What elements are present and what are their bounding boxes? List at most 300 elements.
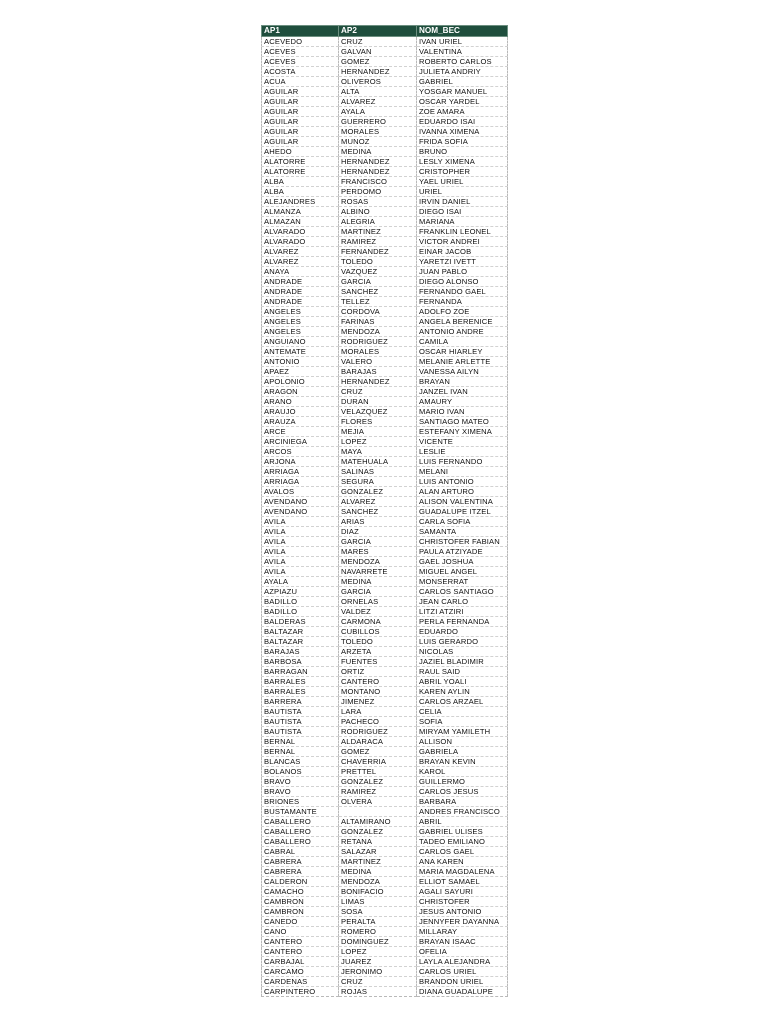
cell-ap1[interactable]: BERNAL	[262, 737, 339, 747]
cell-ap2[interactable]: ARIAS	[339, 517, 417, 527]
cell-ap2[interactable]: MUNOZ	[339, 137, 417, 147]
cell-ap2[interactable]: DIAZ	[339, 527, 417, 537]
cell-ap1[interactable]: ANDRADE	[262, 297, 339, 307]
cell-nom-bec[interactable]: RAUL SAID	[417, 667, 508, 677]
cell-nom-bec[interactable]: MELANI	[417, 467, 508, 477]
cell-ap2[interactable]: MEDINA	[339, 577, 417, 587]
cell-ap1[interactable]: CANTERO	[262, 937, 339, 947]
cell-ap1[interactable]: CANEDO	[262, 917, 339, 927]
cell-ap1[interactable]: AVALOS	[262, 487, 339, 497]
cell-ap1[interactable]: AGUILAR	[262, 127, 339, 137]
cell-ap2[interactable]: MENDOZA	[339, 877, 417, 887]
cell-ap2[interactable]: ALDARACA	[339, 737, 417, 747]
cell-nom-bec[interactable]: FRIDA SOFIA	[417, 137, 508, 147]
cell-ap2[interactable]: MORALES	[339, 127, 417, 137]
cell-ap1[interactable]: BALTAZAR	[262, 637, 339, 647]
cell-ap1[interactable]: CABALLERO	[262, 817, 339, 827]
cell-ap1[interactable]: CAMBRON	[262, 907, 339, 917]
cell-nom-bec[interactable]: EDUARDO ISAI	[417, 117, 508, 127]
cell-ap1[interactable]: CANTERO	[262, 947, 339, 957]
cell-ap2[interactable]: HERNANDEZ	[339, 157, 417, 167]
cell-ap2[interactable]: ROSAS	[339, 197, 417, 207]
cell-nom-bec[interactable]: BRAYAN ISAAC	[417, 937, 508, 947]
cell-ap1[interactable]: BRAVO	[262, 787, 339, 797]
cell-nom-bec[interactable]: MILLARAY	[417, 927, 508, 937]
cell-ap2[interactable]: MONTANO	[339, 687, 417, 697]
table-row	[262, 237, 508, 247]
cell-ap1[interactable]: ARAUJO	[262, 407, 339, 417]
cell-ap1[interactable]: BRIONES	[262, 797, 339, 807]
cell-nom-bec[interactable]: SOFIA	[417, 717, 508, 727]
cell-nom-bec[interactable]: FERNANDO GAEL	[417, 287, 508, 297]
cell-ap1[interactable]: APOLONIO	[262, 377, 339, 387]
cell-nom-bec[interactable]: CELIA	[417, 707, 508, 717]
cell-nom-bec[interactable]: DIEGO ALONSO	[417, 277, 508, 287]
cell-ap2[interactable]: HERNANDEZ	[339, 67, 417, 77]
cell-nom-bec[interactable]: MELANIE ARLETTE	[417, 357, 508, 367]
cell-nom-bec[interactable]: GABRIEL	[417, 77, 508, 87]
cell-ap2[interactable]: ALVAREZ	[339, 497, 417, 507]
cell-ap1[interactable]: BRAVO	[262, 777, 339, 787]
cell-nom-bec[interactable]: CARLOS ARZAEL	[417, 697, 508, 707]
cell-ap1[interactable]: AVENDANO	[262, 497, 339, 507]
cell-nom-bec[interactable]: ELLIOT SAMAEL	[417, 877, 508, 887]
cell-ap1[interactable]: CARDENAS	[262, 977, 339, 987]
cell-ap2[interactable]: JUAREZ	[339, 957, 417, 967]
cell-nom-bec[interactable]: VANESSA AILYN	[417, 367, 508, 377]
cell-nom-bec[interactable]: MARIANA	[417, 217, 508, 227]
cell-nom-bec[interactable]: GABRIELA	[417, 747, 508, 757]
cell-ap1[interactable]: ALVARADO	[262, 237, 339, 247]
cell-ap2[interactable]: MORALES	[339, 347, 417, 357]
cell-ap2[interactable]: ARZETA	[339, 647, 417, 657]
cell-ap2[interactable]: GARCIA	[339, 587, 417, 597]
cell-ap2[interactable]: VELAZQUEZ	[339, 407, 417, 417]
cell-nom-bec[interactable]: CHRISTOFER	[417, 897, 508, 907]
cell-ap1[interactable]: CABRERA	[262, 857, 339, 867]
cell-nom-bec[interactable]: NICOLAS	[417, 647, 508, 657]
cell-nom-bec[interactable]: OSCAR YARDEL	[417, 97, 508, 107]
cell-nom-bec[interactable]: CARLOS SANTIAGO	[417, 587, 508, 597]
cell-ap1[interactable]: ACEVES	[262, 47, 339, 57]
cell-ap1[interactable]: BALTAZAR	[262, 627, 339, 637]
cell-ap1[interactable]: CABALLERO	[262, 837, 339, 847]
cell-ap1[interactable]: ARRIAGA	[262, 477, 339, 487]
cell-ap2[interactable]: CRUZ	[339, 977, 417, 987]
cell-ap2[interactable]: GARCIA	[339, 537, 417, 547]
cell-ap1[interactable]: CABRERA	[262, 867, 339, 877]
cell-nom-bec[interactable]: ZOE AMARA	[417, 107, 508, 117]
cell-ap2[interactable]: CRUZ	[339, 387, 417, 397]
cell-ap1[interactable]: ARAGON	[262, 387, 339, 397]
cell-nom-bec[interactable]: GUILLERMO	[417, 777, 508, 787]
cell-nom-bec[interactable]: FRANKLIN LEONEL	[417, 227, 508, 237]
cell-nom-bec[interactable]: VICTOR ANDREI	[417, 237, 508, 247]
column-header-ap2[interactable]: AP2	[339, 26, 417, 37]
cell-nom-bec[interactable]: AGALI SAYURI	[417, 887, 508, 897]
cell-ap1[interactable]: AGUILAR	[262, 87, 339, 97]
cell-ap1[interactable]: CALDERON	[262, 877, 339, 887]
table-row	[262, 337, 508, 347]
table-row	[262, 387, 508, 397]
cell-ap1[interactable]: ALMAZAN	[262, 217, 339, 227]
cell-ap2[interactable]: GALVAN	[339, 47, 417, 57]
cell-ap1[interactable]: ARANO	[262, 397, 339, 407]
cell-ap2[interactable]: MATEHUALA	[339, 457, 417, 467]
cell-ap2[interactable]: GARCIA	[339, 277, 417, 287]
cell-ap1[interactable]: ALVAREZ	[262, 247, 339, 257]
cell-ap1[interactable]: ANDRADE	[262, 277, 339, 287]
cell-nom-bec[interactable]: IVAN URIEL	[417, 37, 508, 47]
cell-ap1[interactable]: ANAYA	[262, 267, 339, 277]
cell-ap1[interactable]: ALATORRE	[262, 157, 339, 167]
cell-ap2[interactable]: FERNANDEZ	[339, 247, 417, 257]
table-row	[262, 437, 508, 447]
cell-ap2[interactable]: MARES	[339, 547, 417, 557]
cell-nom-bec[interactable]: JEAN CARLO	[417, 597, 508, 607]
cell-nom-bec[interactable]: CARLOS JESUS	[417, 787, 508, 797]
cell-nom-bec[interactable]: OFELIA	[417, 947, 508, 957]
cell-ap2[interactable]: PACHECO	[339, 717, 417, 727]
cell-nom-bec[interactable]: LUIS ANTONIO	[417, 477, 508, 487]
cell-ap1[interactable]: ACEVES	[262, 57, 339, 67]
cell-ap2[interactable]: HERNANDEZ	[339, 377, 417, 387]
cell-ap1[interactable]: CARPINTERO	[262, 987, 339, 997]
cell-ap2[interactable]: FARINAS	[339, 317, 417, 327]
cell-ap2[interactable]: SALAZAR	[339, 847, 417, 857]
cell-ap1[interactable]: BAUTISTA	[262, 717, 339, 727]
cell-nom-bec[interactable]: JAZIEL BLADIMIR	[417, 657, 508, 667]
cell-ap2[interactable]: ALTAMIRANO	[339, 817, 417, 827]
cell-ap1[interactable]: ARJONA	[262, 457, 339, 467]
cell-nom-bec[interactable]: ALISON VALENTINA	[417, 497, 508, 507]
cell-nom-bec[interactable]: ADOLFO ZOE	[417, 307, 508, 317]
cell-ap1[interactable]: AVILA	[262, 567, 339, 577]
cell-ap1[interactable]: AHEDO	[262, 147, 339, 157]
cell-ap1[interactable]: BARRAGAN	[262, 667, 339, 677]
cell-nom-bec[interactable]: JENNYFER DAYANNA	[417, 917, 508, 927]
cell-ap2[interactable]: TELLEZ	[339, 297, 417, 307]
cell-ap2[interactable]: NAVARRETE	[339, 567, 417, 577]
cell-ap2[interactable]: JIMENEZ	[339, 697, 417, 707]
cell-ap2[interactable]: GOMEZ	[339, 57, 417, 67]
cell-nom-bec[interactable]: JANZEL IVAN	[417, 387, 508, 397]
cell-nom-bec[interactable]: YARETZI IVETT	[417, 257, 508, 267]
cell-ap2[interactable]: GONZALEZ	[339, 827, 417, 837]
cell-ap2[interactable]: SEGURA	[339, 477, 417, 487]
cell-ap1[interactable]: ALATORRE	[262, 167, 339, 177]
cell-ap2[interactable]: VALERO	[339, 357, 417, 367]
cell-nom-bec[interactable]: LUIS FERNANDO	[417, 457, 508, 467]
cell-nom-bec[interactable]: LESLIE	[417, 447, 508, 457]
cell-ap1[interactable]: CAMBRON	[262, 897, 339, 907]
cell-nom-bec[interactable]: PAULA ATZIYADE	[417, 547, 508, 557]
cell-ap1[interactable]: ANGUIANO	[262, 337, 339, 347]
cell-nom-bec[interactable]: OSCAR HIARLEY	[417, 347, 508, 357]
table-row	[262, 547, 508, 557]
cell-ap1[interactable]: ANGELES	[262, 307, 339, 317]
cell-ap1[interactable]: BARRALES	[262, 687, 339, 697]
cell-ap1[interactable]: AGUILAR	[262, 137, 339, 147]
cell-ap2[interactable]: BARAJAS	[339, 367, 417, 377]
cell-nom-bec[interactable]: CARLOS URIEL	[417, 967, 508, 977]
cell-nom-bec[interactable]: JUAN PABLO	[417, 267, 508, 277]
cell-ap1[interactable]: BADILLO	[262, 597, 339, 607]
cell-nom-bec[interactable]: SANTIAGO MATEO	[417, 417, 508, 427]
cell-nom-bec[interactable]: CRISTOPHER	[417, 167, 508, 177]
cell-ap1[interactable]: ALBA	[262, 177, 339, 187]
table-row	[262, 977, 508, 987]
cell-ap2[interactable]: CHAVERRIA	[339, 757, 417, 767]
cell-nom-bec[interactable]: BRAYAN	[417, 377, 508, 387]
cell-nom-bec[interactable]: BRUNO	[417, 147, 508, 157]
cell-ap2[interactable]: RAMIREZ	[339, 237, 417, 247]
cell-nom-bec[interactable]: PERLA FERNANDA	[417, 617, 508, 627]
cell-ap2[interactable]	[339, 807, 417, 817]
cell-nom-bec[interactable]: ABRIL	[417, 817, 508, 827]
cell-ap2[interactable]: SANCHEZ	[339, 287, 417, 297]
cell-ap1[interactable]: CANO	[262, 927, 339, 937]
cell-nom-bec[interactable]: CARLOS GAEL	[417, 847, 508, 857]
cell-ap2[interactable]: GOMEZ	[339, 747, 417, 757]
cell-ap2[interactable]: GONZALEZ	[339, 487, 417, 497]
cell-ap2[interactable]: MARTINEZ	[339, 857, 417, 867]
cell-ap1[interactable]: BOLANOS	[262, 767, 339, 777]
cell-ap2[interactable]: SALINAS	[339, 467, 417, 477]
cell-ap1[interactable]: APAEZ	[262, 367, 339, 377]
cell-nom-bec[interactable]: SAMANTA	[417, 527, 508, 537]
cell-nom-bec[interactable]: EINAR JACOB	[417, 247, 508, 257]
cell-nom-bec[interactable]: ROBERTO CARLOS	[417, 57, 508, 67]
cell-ap1[interactable]: BADILLO	[262, 607, 339, 617]
cell-nom-bec[interactable]: ALAN ARTURO	[417, 487, 508, 497]
cell-ap2[interactable]: LARA	[339, 707, 417, 717]
cell-ap1[interactable]: ALVAREZ	[262, 257, 339, 267]
cell-ap2[interactable]: PRETTEL	[339, 767, 417, 777]
cell-ap1[interactable]: BARRERA	[262, 697, 339, 707]
cell-ap2[interactable]: SOSA	[339, 907, 417, 917]
cell-nom-bec[interactable]: VICENTE	[417, 437, 508, 447]
cell-ap1[interactable]: ACEVEDO	[262, 37, 339, 47]
cell-ap2[interactable]: JERONIMO	[339, 967, 417, 977]
cell-ap2[interactable]: CARMONA	[339, 617, 417, 627]
cell-ap1[interactable]: AVILA	[262, 557, 339, 567]
cell-ap1[interactable]: BLANCAS	[262, 757, 339, 767]
cell-ap1[interactable]: AGUILAR	[262, 107, 339, 117]
cell-nom-bec[interactable]: MARIA MAGDALENA	[417, 867, 508, 877]
cell-ap2[interactable]: AYALA	[339, 107, 417, 117]
cell-nom-bec[interactable]: MIRYAM YAMILETH	[417, 727, 508, 737]
cell-ap2[interactable]: ALVAREZ	[339, 97, 417, 107]
cell-nom-bec[interactable]: AMAURY	[417, 397, 508, 407]
cell-ap2[interactable]: CANTERO	[339, 677, 417, 687]
cell-nom-bec[interactable]: ANA KAREN	[417, 857, 508, 867]
cell-ap1[interactable]: AVENDANO	[262, 507, 339, 517]
cell-nom-bec[interactable]: GABRIEL ULISES	[417, 827, 508, 837]
cell-ap1[interactable]: ANDRADE	[262, 287, 339, 297]
cell-nom-bec[interactable]: YOSGAR MANUEL	[417, 87, 508, 97]
cell-ap2[interactable]: LOPEZ	[339, 947, 417, 957]
cell-ap2[interactable]: CORDOVA	[339, 307, 417, 317]
cell-ap1[interactable]: BERNAL	[262, 747, 339, 757]
cell-ap1[interactable]: AZPIAZU	[262, 587, 339, 597]
cell-nom-bec[interactable]: VALENTINA	[417, 47, 508, 57]
cell-ap2[interactable]: VAZQUEZ	[339, 267, 417, 277]
cell-ap2[interactable]: OLVERA	[339, 797, 417, 807]
column-header-ap1[interactable]: AP1	[262, 26, 339, 37]
cell-ap2[interactable]: ALTA	[339, 87, 417, 97]
cell-nom-bec[interactable]: LESLY XIMENA	[417, 157, 508, 167]
cell-ap2[interactable]: ORNELAS	[339, 597, 417, 607]
cell-ap2[interactable]: MEDINA	[339, 867, 417, 877]
cell-nom-bec[interactable]: LAYLA ALEJANDRA	[417, 957, 508, 967]
cell-nom-bec[interactable]: JESUS ANTONIO	[417, 907, 508, 917]
cell-ap2[interactable]: CUBILLOS	[339, 627, 417, 637]
cell-nom-bec[interactable]: GUADALUPE ITZEL	[417, 507, 508, 517]
cell-nom-bec[interactable]: CHRISTOFER FABIAN	[417, 537, 508, 547]
cell-ap2[interactable]: MARTINEZ	[339, 227, 417, 237]
cell-ap1[interactable]: BARAJAS	[262, 647, 339, 657]
cell-ap2[interactable]: MENDOZA	[339, 327, 417, 337]
cell-ap1[interactable]: ALBA	[262, 187, 339, 197]
cell-ap2[interactable]: OLIVEROS	[339, 77, 417, 87]
cell-ap1[interactable]: AYALA	[262, 577, 339, 587]
cell-ap1[interactable]: CABALLERO	[262, 827, 339, 837]
cell-ap1[interactable]: BAUTISTA	[262, 707, 339, 717]
cell-ap2[interactable]: GONZALEZ	[339, 777, 417, 787]
cell-ap2[interactable]: MEJIA	[339, 427, 417, 437]
cell-nom-bec[interactable]: CARLA SOFIA	[417, 517, 508, 527]
cell-nom-bec[interactable]: DIEGO ISAI	[417, 207, 508, 217]
cell-nom-bec[interactable]: ANDRES FRANCISCO	[417, 807, 508, 817]
cell-ap1[interactable]: BARBOSA	[262, 657, 339, 667]
cell-ap2[interactable]: ORTIZ	[339, 667, 417, 677]
cell-nom-bec[interactable]: ABRIL YOALI	[417, 677, 508, 687]
cell-ap2[interactable]: DURAN	[339, 397, 417, 407]
cell-ap2[interactable]: PERALTA	[339, 917, 417, 927]
cell-ap2[interactable]: RETANA	[339, 837, 417, 847]
cell-ap1[interactable]: AGUILAR	[262, 97, 339, 107]
cell-ap2[interactable]: ROJAS	[339, 987, 417, 997]
cell-ap1[interactable]: ANTONIO	[262, 357, 339, 367]
cell-ap1[interactable]: AVILA	[262, 527, 339, 537]
cell-ap2[interactable]: MEDINA	[339, 147, 417, 157]
cell-ap2[interactable]: DOMINGUEZ	[339, 937, 417, 947]
cell-nom-bec[interactable]: LUIS GERARDO	[417, 637, 508, 647]
cell-ap2[interactable]: RODRIGUEZ	[339, 727, 417, 737]
cell-nom-bec[interactable]: BARBARA	[417, 797, 508, 807]
cell-ap2[interactable]: FRANCISCO	[339, 177, 417, 187]
cell-nom-bec[interactable]: KAREN AYLIN	[417, 687, 508, 697]
cell-nom-bec[interactable]: ALLISON	[417, 737, 508, 747]
cell-ap1[interactable]: CARCAMO	[262, 967, 339, 977]
cell-ap1[interactable]: AVILA	[262, 547, 339, 557]
table-row	[262, 927, 508, 937]
cell-nom-bec[interactable]: IVANNA XIMENA	[417, 127, 508, 137]
cell-ap1[interactable]: ANGELES	[262, 327, 339, 337]
cell-ap2[interactable]: CRUZ	[339, 37, 417, 47]
cell-ap2[interactable]: SANCHEZ	[339, 507, 417, 517]
cell-ap2[interactable]: VALDEZ	[339, 607, 417, 617]
cell-ap2[interactable]: ROMERO	[339, 927, 417, 937]
cell-ap2[interactable]: RODRIGUEZ	[339, 337, 417, 347]
cell-nom-bec[interactable]: TADEO EMILIANO	[417, 837, 508, 847]
cell-ap1[interactable]: BALDERAS	[262, 617, 339, 627]
column-header-nom-bec[interactable]: NOM_BEC	[417, 26, 508, 37]
cell-ap1[interactable]: BUSTAMANTE	[262, 807, 339, 817]
cell-ap2[interactable]: MENDOZA	[339, 557, 417, 567]
cell-ap2[interactable]: MAYA	[339, 447, 417, 457]
cell-ap2[interactable]: BONIFACIO	[339, 887, 417, 897]
cell-nom-bec[interactable]: CAMILA	[417, 337, 508, 347]
cell-ap1[interactable]: ANTEMATE	[262, 347, 339, 357]
cell-ap2[interactable]: FUENTES	[339, 657, 417, 667]
cell-ap1[interactable]: ACOSTA	[262, 67, 339, 77]
cell-ap2[interactable]: GUERRERO	[339, 117, 417, 127]
cell-nom-bec[interactable]: ANTONIO ANDRE	[417, 327, 508, 337]
cell-ap2[interactable]: TOLEDO	[339, 257, 417, 267]
cell-ap1[interactable]: ARCOS	[262, 447, 339, 457]
cell-nom-bec[interactable]: DIANA GUADALUPE	[417, 987, 508, 997]
table-row	[262, 477, 508, 487]
cell-ap1[interactable]: ANGELES	[262, 317, 339, 327]
cell-nom-bec[interactable]: MARIO IVAN	[417, 407, 508, 417]
cell-ap1[interactable]: ALMANZA	[262, 207, 339, 217]
cell-ap2[interactable]: ALEGRIA	[339, 217, 417, 227]
cell-ap2[interactable]: ALBINO	[339, 207, 417, 217]
cell-ap1[interactable]: ARRIAGA	[262, 467, 339, 477]
cell-ap1[interactable]: CABRAL	[262, 847, 339, 857]
cell-nom-bec[interactable]: BRANDON URIEL	[417, 977, 508, 987]
cell-ap2[interactable]: HERNANDEZ	[339, 167, 417, 177]
cell-nom-bec[interactable]: MONSERRAT	[417, 577, 508, 587]
cell-nom-bec[interactable]: GAEL JOSHUA	[417, 557, 508, 567]
cell-ap2[interactable]: TOLEDO	[339, 637, 417, 647]
cell-nom-bec[interactable]: ESTEFANY XIMENA	[417, 427, 508, 437]
cell-ap1[interactable]: ALEJANDRES	[262, 197, 339, 207]
cell-ap1[interactable]: AGUILAR	[262, 117, 339, 127]
cell-nom-bec[interactable]: BRAYAN KEVIN	[417, 757, 508, 767]
cell-ap1[interactable]: ALVARADO	[262, 227, 339, 237]
cell-ap2[interactable]: LOPEZ	[339, 437, 417, 447]
cell-nom-bec[interactable]: KAROL	[417, 767, 508, 777]
cell-ap1[interactable]: CARBAJAL	[262, 957, 339, 967]
cell-nom-bec[interactable]: YAEL URIEL	[417, 177, 508, 187]
cell-nom-bec[interactable]: LITZI ATZIRI	[417, 607, 508, 617]
cell-ap1[interactable]: CAMACHO	[262, 887, 339, 897]
cell-ap2[interactable]: RAMIREZ	[339, 787, 417, 797]
cell-ap2[interactable]: PERDOMO	[339, 187, 417, 197]
cell-nom-bec[interactable]: EDUARDO	[417, 627, 508, 637]
cell-ap2[interactable]: FLORES	[339, 417, 417, 427]
cell-nom-bec[interactable]: IRVIN DANIEL	[417, 197, 508, 207]
cell-ap2[interactable]: LIMAS	[339, 897, 417, 907]
cell-nom-bec[interactable]: JULIETA ANDRIY	[417, 67, 508, 77]
cell-nom-bec[interactable]: URIEL	[417, 187, 508, 197]
cell-nom-bec[interactable]: MIGUEL ANGEL	[417, 567, 508, 577]
cell-ap1[interactable]: ACUA	[262, 77, 339, 87]
cell-ap1[interactable]: AVILA	[262, 517, 339, 527]
cell-ap1[interactable]: BAUTISTA	[262, 727, 339, 737]
cell-ap1[interactable]: ARCE	[262, 427, 339, 437]
cell-nom-bec[interactable]: ANGELA BERENICE	[417, 317, 508, 327]
cell-ap1[interactable]: AVILA	[262, 537, 339, 547]
cell-ap1[interactable]: BARRALES	[262, 677, 339, 687]
cell-ap1[interactable]: ARAUZA	[262, 417, 339, 427]
cell-nom-bec[interactable]: FERNANDA	[417, 297, 508, 307]
table-row	[262, 377, 508, 387]
cell-ap1[interactable]: ARCINIEGA	[262, 437, 339, 447]
